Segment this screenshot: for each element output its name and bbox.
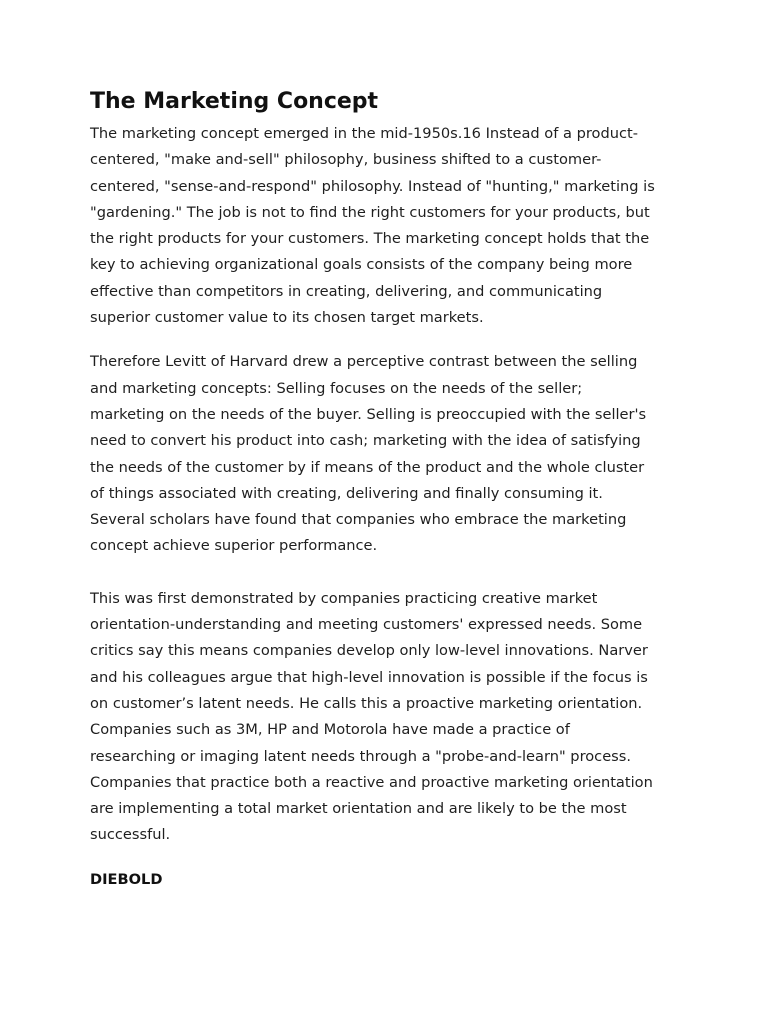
text-line: superior customer value to its chosen target markets. <box>90 309 484 327</box>
text-line: orientation-understanding and meeting customers' expressed needs. Some <box>90 616 643 634</box>
document-page <box>90 86 690 893</box>
paragraph-levitt-contrast <box>90 349 690 559</box>
text-line: Therefore Levitt of Harvard drew a perceptive contrast between the selling <box>90 353 638 371</box>
text-line: and his colleagues argue that high-level innovation is possible if the focus is <box>90 668 648 686</box>
text-line: researching or imaging latent needs through a "probe-and-learn" process. <box>90 747 632 765</box>
text-line: Several scholars have found that companies who embrace the marketing <box>90 511 627 529</box>
text-line: and marketing concepts: Selling focuses on the needs of the seller; <box>90 379 583 397</box>
text-line: This was first demonstrated by companies practicing creative market <box>90 589 598 607</box>
text-line: of things associated with creating, delivering and finally consuming it. <box>90 484 603 502</box>
text-line: Companies that practice both a reactive and proactive marketing orientation <box>90 773 653 791</box>
text-line: key to achieving organizational goals consists of the company being more <box>90 256 633 274</box>
text-line: are implementing a total market orientation and are likely to be the most <box>90 800 627 818</box>
text-line: Companies such as 3M, HP and Motorola have made a practice of <box>90 721 570 739</box>
text-line: need to convert his product into cash; marketing with the idea of satisfying <box>90 432 641 450</box>
text-line: marketing on the needs of the buyer. Selling is preoccupied with the seller's <box>90 405 647 423</box>
text-line: effective than competitors in creating, delivering, and communicating <box>90 282 603 300</box>
paragraph-market-orientation <box>90 586 690 849</box>
paragraph-marketing-concept <box>90 121 690 331</box>
text-line: on customer’s latent needs. He calls this a proactive marketing orientation. <box>90 694 643 712</box>
text-line: centered, "sense-and-respond" philosophy. Instead of "hunting," marketing is <box>90 177 655 195</box>
text-line: critics say this means companies develop only low-level innovations. Narver <box>90 642 648 660</box>
document-title: The Marketing Concept <box>90 89 379 114</box>
section-heading-diebold: DIEBOLD <box>90 870 163 888</box>
text-line: the needs of the customer by if means of the product and the whole cluster <box>90 458 645 476</box>
text-line: the right products for your customers. The marketing concept holds that the <box>90 230 650 248</box>
text-line: centered, "make and-sell" philosophy, business shifted to a customer- <box>90 151 602 169</box>
text-line: The marketing concept emerged in the mid-1950s.16 Instead of a product- <box>90 125 638 142</box>
text-line: concept achieve superior performance. <box>90 537 378 555</box>
text-line: successful. <box>90 826 171 844</box>
text-line: "gardening." The job is not to find the right customers for your products, but <box>90 203 650 221</box>
